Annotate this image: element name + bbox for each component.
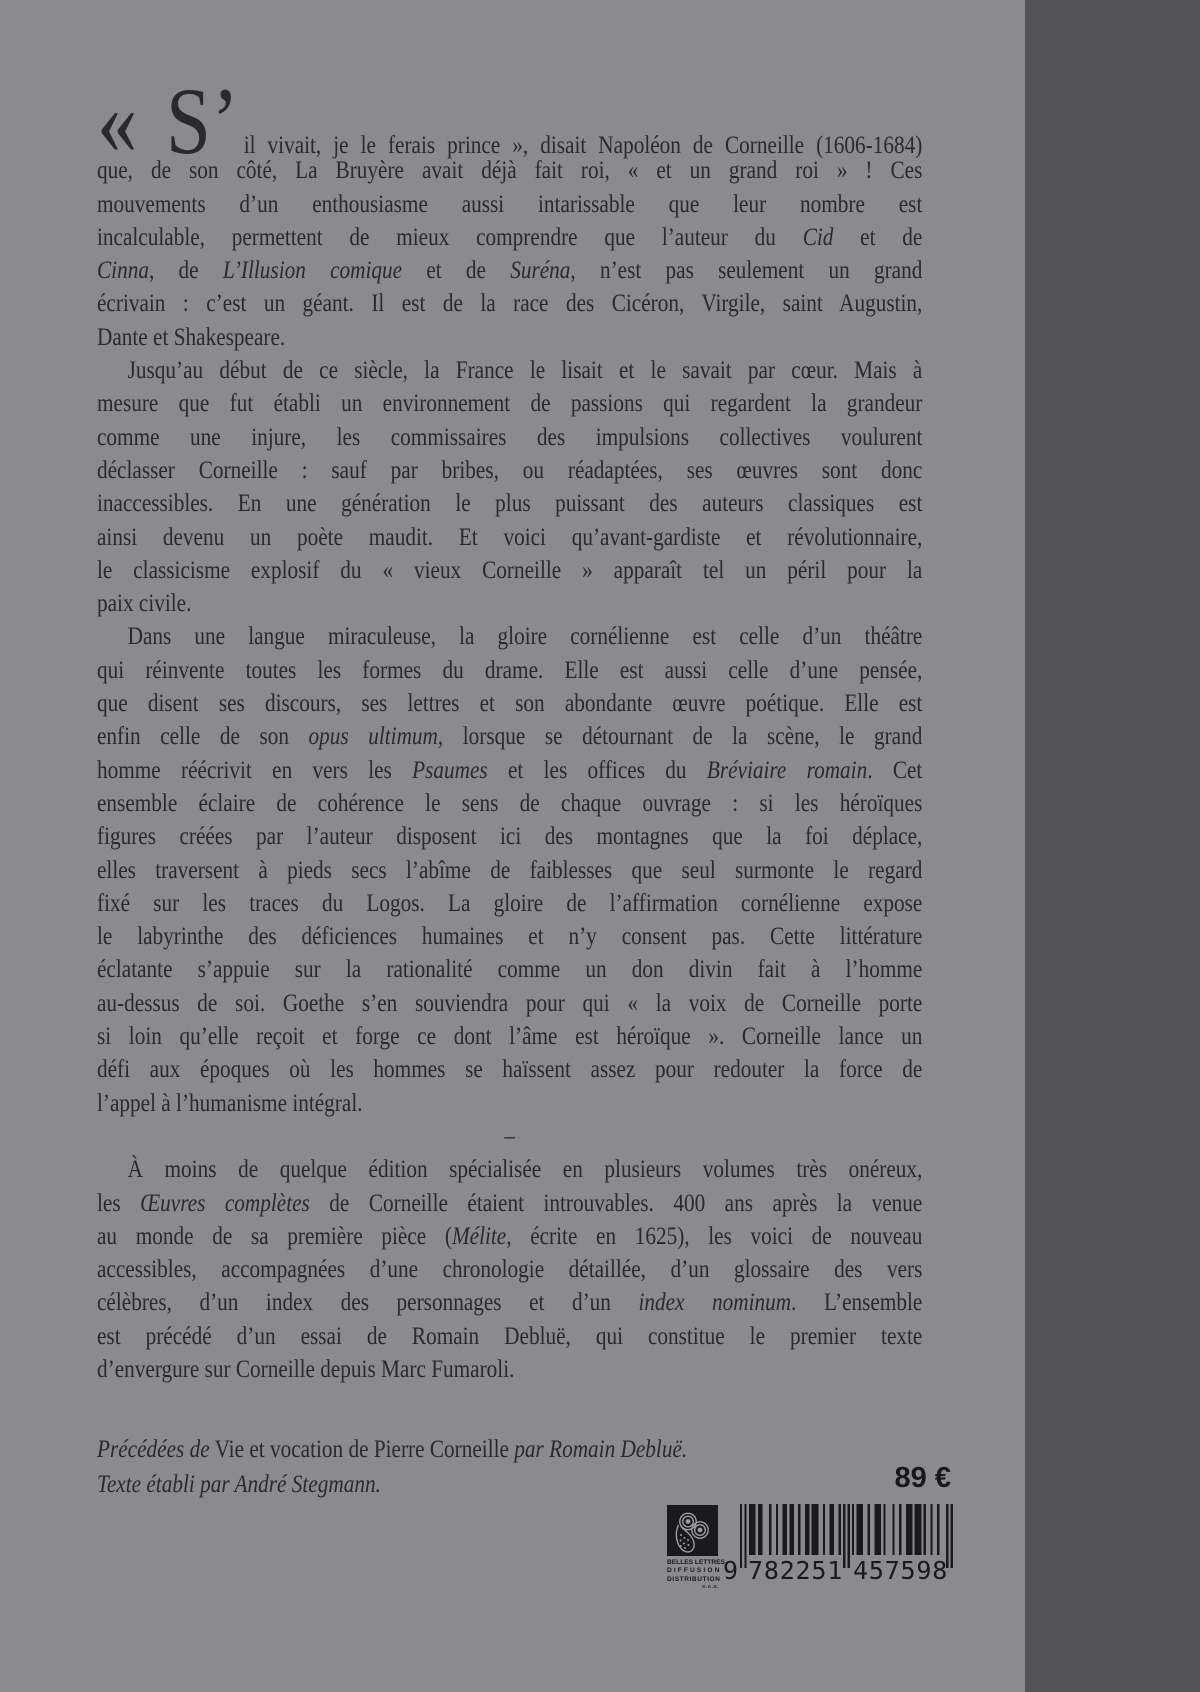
body-line: au-dessus de soi. Goethe s’en souviendra pour qui « la voix de Corneille porte [97, 989, 923, 1017]
body-line: incalculable, permettent de mieux comprendre que l’auteur du Cid et de [97, 223, 923, 251]
body-line: ainsi devenu un poète maudit. Et voici qu’avant-gardiste et révolutionnaire, [97, 523, 923, 551]
body-line: que disent ses discours, ses lettres et son abondante œuvre poétique. Elle est [97, 690, 923, 718]
publisher-diffusion: DIFFUSION [667, 1567, 722, 1575]
body-line: À moins de quelque édition spécialisée en plusieurs volumes très onéreux, [127, 1156, 923, 1184]
body-line: qui réinvente toutes les formes du drame. Elle est aussi celle d’une pensée, [97, 656, 923, 684]
separator-dash: – [504, 1122, 515, 1150]
barcode-digits [723, 1556, 953, 1585]
body-line: écrivain : c’est un géant. Il est de la race des Cicéron, Virgile, saint Augustin, [97, 290, 923, 318]
body-line: figures créées par l’auteur disposent ici des montagnes que la foi déplace, [97, 823, 923, 851]
publisher-sas: S.A.S. [702, 1584, 719, 1590]
credits-line: Texte établi par André Stegmann. [97, 1471, 381, 1498]
body-line: est précédé d’un essai de Romain Debluë, qui constitue le premier texte [97, 1322, 923, 1350]
body-line: déclasser Corneille : sauf par bribes, ou réadaptées, ses œuvres sont donc [97, 456, 923, 484]
body-line: homme réécrivit en vers les Psaumes et les offices du Bréviaire romain. Cet [97, 756, 923, 784]
body-line: enfin celle de son opus ultimum, lorsque se détournant de la scène, le grand [97, 723, 923, 751]
body-line: ensemble éclaire de cohérence le sens de chaque ouvrage : si les héroïques [97, 789, 923, 817]
body-line: les Œuvres complètes de Corneille étaient introuvables. 400 ans après la venue [97, 1189, 923, 1217]
owl-logo-icon [667, 1505, 718, 1556]
body-line: célèbres, d’un index des personnages et d’un index nominum. L’ensemble [97, 1289, 923, 1317]
body-line: l’appel à l’humanisme intégral. [97, 1089, 363, 1117]
credits-line: Précédées de Vie et vocation de Pierre Corneille par Romain Debluë. [97, 1436, 688, 1463]
barcode-digit-group: 9 [723, 1556, 739, 1585]
body-line: « S’ il vivait, je le ferais prince », disait Napoléon de Corneille (1606-1684) [97, 68, 923, 174]
body-line: d’envergure sur Corneille depuis Marc Fumaroli. [97, 1355, 515, 1383]
body-line: Dante et Shakespeare. [97, 323, 286, 351]
body-line: le labyrinthe des déficiences humaines et n’y consent pas. Cette littérature [97, 923, 923, 951]
publisher-name: BELLES LETTRES [667, 1559, 725, 1566]
body-line: éclatante s’appuie sur la rationalité comme un don divin fait à l’homme [97, 956, 923, 984]
barcode-digit-group: 782251 [748, 1556, 844, 1585]
body-line: mouvements d’un enthousiasme aussi intarissable que leur nombre est [97, 190, 923, 218]
body-line: si loin qu’elle reçoit et forge ce dont l’âme est héroïque ». Corneille lance un [97, 1023, 923, 1051]
body-line: Jusqu’au début de ce siècle, la France le lisait et le savait par cœur. Mais à [127, 357, 923, 385]
barcode-digit-group: 457598 [853, 1556, 949, 1585]
body-line: que, de son côté, La Bruyère avait déjà fait roi, « et un grand roi » ! Ces [97, 157, 923, 185]
body-line: Dans une langue miraculeuse, la gloire cornélienne est celle d’un théâtre [127, 623, 923, 651]
publisher-distribution: DISTRIBUTION [667, 1575, 721, 1583]
spine-strip [1025, 0, 1200, 1692]
body-line: le classicisme explosif du « vieux Corneille » apparaît tel un péril pour la [97, 556, 923, 584]
body-line: Cinna, de L’Illusion comique et de Suréna, n’est pas seulement un grand [97, 257, 923, 285]
body-line: fixé sur les traces du Logos. La gloire de l’affirmation cornélienne expose [97, 889, 923, 917]
blurb-text [97, 68, 923, 1386]
price-label: 89 € [894, 1462, 951, 1494]
drop-cap: « S’ [97, 68, 240, 174]
publisher-block [667, 1505, 725, 1591]
body-line: comme une injure, les commissaires des impulsions collectives voulurent [97, 423, 923, 451]
body-line: mesure que fut établi un environnement de passions qui regardent la grandeur [97, 390, 923, 418]
body-line: inaccessibles. En une génération le plus puissant des auteurs classiques est [97, 490, 923, 518]
barcode [723, 1504, 953, 1585]
body-line: paix civile. [97, 590, 192, 618]
body-line: défi aux époques où les hommes se haïssent assez pour redouter la force de [97, 1056, 923, 1084]
body-line: accessibles, accompagnées d’une chronologie détaillée, d’un glossaire des vers [97, 1256, 923, 1284]
body-line: au monde de sa première pièce (Mélite, écrite en 1625), les voici de nouveau [97, 1222, 923, 1250]
body-line: elles traversent à pieds secs l’abîme de faiblesses que seul surmonte le regard [97, 856, 923, 884]
